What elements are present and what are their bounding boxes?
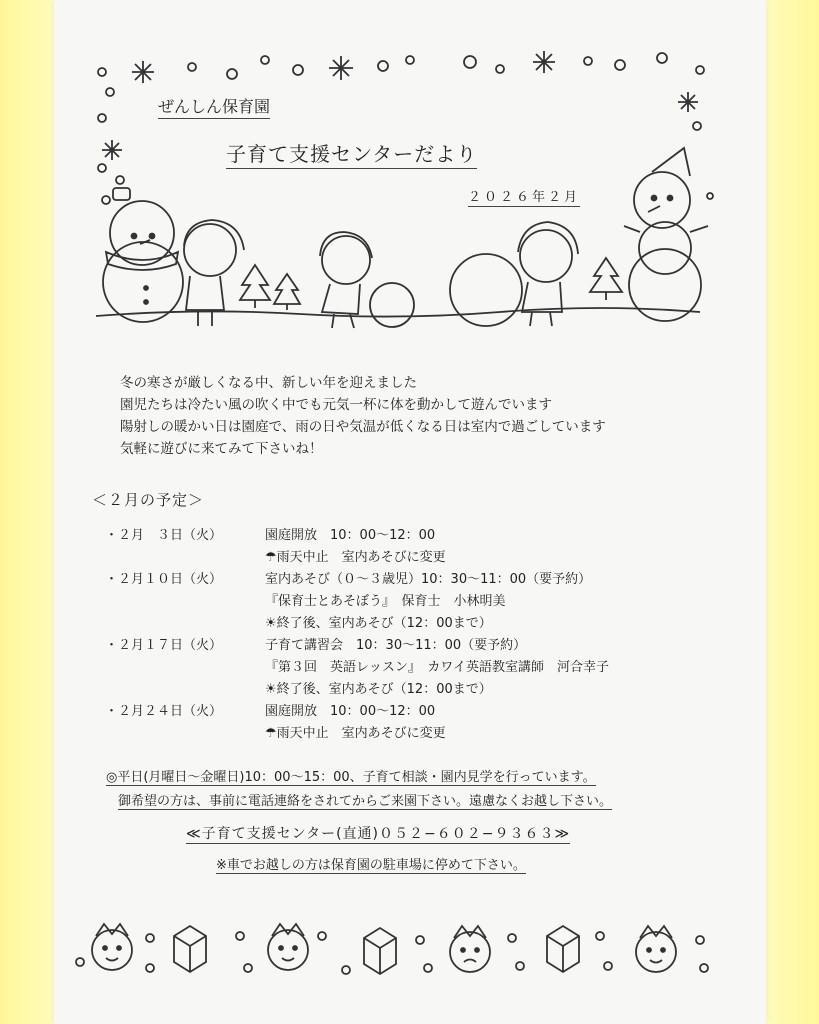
snowflake-icon [102, 140, 122, 160]
child-illustration [184, 220, 244, 326]
schedule-event [105, 522, 609, 566]
snowflake-icon [132, 61, 154, 83]
contact-phone: ≪子育て支援センター(直通)０５２−６０２−９３６３≫ [186, 823, 570, 844]
issue-date: ２０２６年２月 [468, 186, 580, 207]
event-detail: 園庭開放 10：00〜12：00 [265, 527, 436, 543]
schedule-heading: ＜２月の予定＞ [92, 491, 205, 509]
event-detail: 室内あそび（０〜３歳児）10：30〜11：00（要予約） [265, 571, 592, 587]
intro-line: 気軽に遊びに来てみて下さいね！ [120, 441, 323, 457]
oni-face-icon [636, 926, 676, 972]
schedule-list [105, 522, 609, 742]
event-date: ・２月１０日（火） [105, 571, 223, 587]
intro-line: 園児たちは冷たい風の吹く中でも元気一杯に体を動かして遊んでいます [120, 397, 552, 413]
event-detail: ☂雨天中止 室内あそびに変更 [265, 725, 446, 741]
event-detail: 子育て講習会 10：30〜11：00（要予約） [265, 637, 527, 653]
child-illustration [320, 232, 372, 328]
oni-face-icon [92, 924, 132, 970]
snowflake-icon [533, 51, 555, 73]
tree-illustration [240, 258, 622, 310]
snowflake-icon [678, 92, 698, 112]
bean-box-icon [547, 926, 579, 972]
oni-face-icon [450, 926, 490, 972]
event-date: ・２月２４日（火） [105, 703, 223, 719]
schedule-event [105, 566, 609, 632]
event-detail: ☀終了後、室内あそび（12：00まで） [265, 615, 492, 631]
bean-box-icon [364, 928, 396, 974]
event-detail: ☂雨天中止 室内あそびに変更 [265, 549, 446, 565]
visit-request-note: 御希望の方は、事前に電話連絡をされてからご来園下さい。遠慮なくお越し下さい。 [118, 790, 612, 810]
snowflake-icon [329, 56, 353, 80]
page-title: 子育て支援センターだより [226, 138, 477, 169]
intro-line: 陽射しの暖かい日は園庭で、雨の日や気温が低くなる日は室内で過ごしています [120, 419, 606, 435]
event-detail: 『保育士とあそぼう』 保育士 小林明美 [265, 593, 506, 609]
oni-face-icon [268, 924, 308, 970]
snowman-illustration [624, 148, 708, 321]
event-date: ・２月１７日（火） [105, 637, 223, 653]
event-detail: 『第３回 英語レッスン』 カワイ英語教室講師 河合幸子 [265, 659, 609, 675]
event-date: ・２月 ３日（火） [105, 527, 223, 543]
intro-line: 冬の寒さが厳しくなる中、新しい年を迎えました [120, 375, 417, 391]
weekday-note: ◎平日(月曜日〜金曜日)10：00〜15：00、子育て相談・園内見学を行っています。 [106, 766, 596, 786]
intro-text [120, 372, 606, 460]
event-detail: ☀終了後、室内あそび（12：00まで） [265, 681, 492, 697]
bean-box-icon [174, 926, 206, 972]
parking-note: ※車でお越しの方は保育園の駐車場に停めて下さい。 [216, 854, 526, 874]
snowman-illustration [103, 188, 183, 322]
schedule-event [105, 632, 609, 698]
event-detail: 園庭開放 10：00〜12：00 [265, 703, 436, 719]
schedule-event [105, 698, 609, 742]
organization-name: ぜんしん保育園 [158, 94, 270, 119]
